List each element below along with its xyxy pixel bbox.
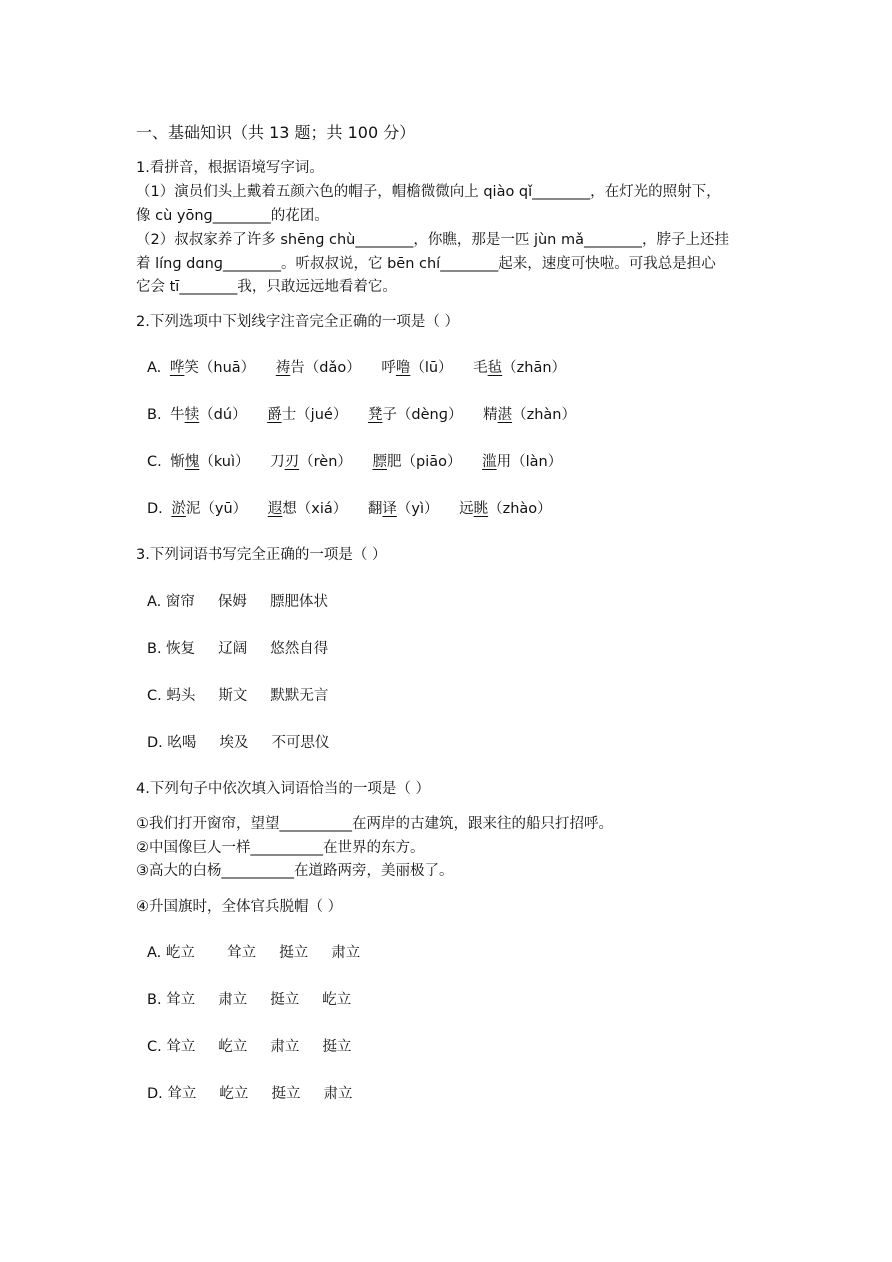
q4-option-b: B. 耸立 肃立 挺立 屹立 <box>147 992 352 1008</box>
q4-sentence-2: ②中国像巨人一样__________在世界的东方。 <box>136 840 425 856</box>
option-label: D. <box>147 501 163 517</box>
q1-p2-line2: 着 línɡ dɑnɡ________。听叔叔说，它 bēn chí________起来，速度可快啦。可我总是担心 <box>136 256 716 272</box>
option-item: 遐想（xiá） <box>267 501 348 517</box>
q4-sentence-4: ④升国旗时，全体官兵脱帽（ ） <box>136 899 343 915</box>
option-item: 刀刃（rèn） <box>270 454 352 470</box>
section-title: 一、基础知识（共 13 题；共 100 分） <box>136 123 416 142</box>
option-item: 毛毡（zhān） <box>473 360 567 376</box>
q4-option-d: D. 耸立 屹立 挺立 肃立 <box>147 1086 353 1102</box>
q2-option-b <box>147 405 576 425</box>
option-label: A. <box>147 360 162 376</box>
option-item: 精湛（zhàn） <box>483 407 576 423</box>
option-label: B. <box>147 407 162 423</box>
q1-p2-line1: （2）叔叔家养了许多 shēnɡ chù________，你瞧，那是一匹 jùn mǎ________，脖子上还挂 <box>136 232 729 248</box>
option-item: 翻译（yì） <box>367 501 439 517</box>
q1-p2-line3: 它会 tī________我，只敢远远地看着它。 <box>136 279 397 295</box>
q2-option-a <box>147 358 566 378</box>
q1-stem: 1.看拼音，根据语境写字词。 <box>136 160 324 176</box>
q2-option-d <box>147 499 552 519</box>
option-item: 凳子（dènɡ） <box>367 407 463 423</box>
option-item: 淤泥（yū） <box>171 501 248 517</box>
q1-p1-line2: 像 cù yōnɡ________的花团。 <box>136 208 329 224</box>
q4-stem: 4.下列句子中依次填入词语恰当的一项是（ ） <box>136 781 430 797</box>
q3-option-c: C. 蚂头 斯文 默默无言 <box>147 688 329 704</box>
option-item: 哗笑（huā） <box>169 360 256 376</box>
q2-option-c <box>147 452 562 472</box>
option-item: 远眺（zhào） <box>459 501 552 517</box>
option-item: 呼噜（lū） <box>381 360 453 376</box>
option-item: 爵士（jué） <box>267 407 348 423</box>
option-item: 膘肥（piāo） <box>372 454 462 470</box>
option-item: 滥用（làn） <box>482 454 563 470</box>
q2-stem: 2.下列选项中下划线字注音完全正确的一项是（ ） <box>136 314 459 330</box>
q4-sentence-3: ③高大的白杨__________在道路两旁，美丽极了。 <box>136 863 454 879</box>
q3-option-b: B. 恢复 辽阔 悠然自得 <box>147 641 329 657</box>
q1-p1-line1: （1）演员们头上戴着五颜六色的帽子，帽檐微微向上 qiào qǐ________，在灯光的照射下， <box>136 184 721 200</box>
q3-stem: 3.下列词语书写完全正确的一项是（ ） <box>136 547 387 563</box>
q4-option-a: A. 屹立 耸立 挺立 肃立 <box>147 945 361 961</box>
q3-option-a: A. 窗帘 保姆 膘肥体状 <box>147 594 328 610</box>
q3-option-d: D. 吆喝 埃及 不可思仪 <box>147 735 330 751</box>
option-item: 惭愧（kuì） <box>170 454 250 470</box>
option-item: 牛犊（dú） <box>170 407 247 423</box>
option-item: 祷告（dǎo） <box>275 360 361 376</box>
q4-option-c: C. 耸立 屹立 肃立 挺立 <box>147 1039 352 1055</box>
option-label: C. <box>147 454 162 470</box>
q4-sentence-1: ①我们打开窗帘，望望__________在两岸的古建筑，跟来往的船只打招呼。 <box>136 816 613 832</box>
